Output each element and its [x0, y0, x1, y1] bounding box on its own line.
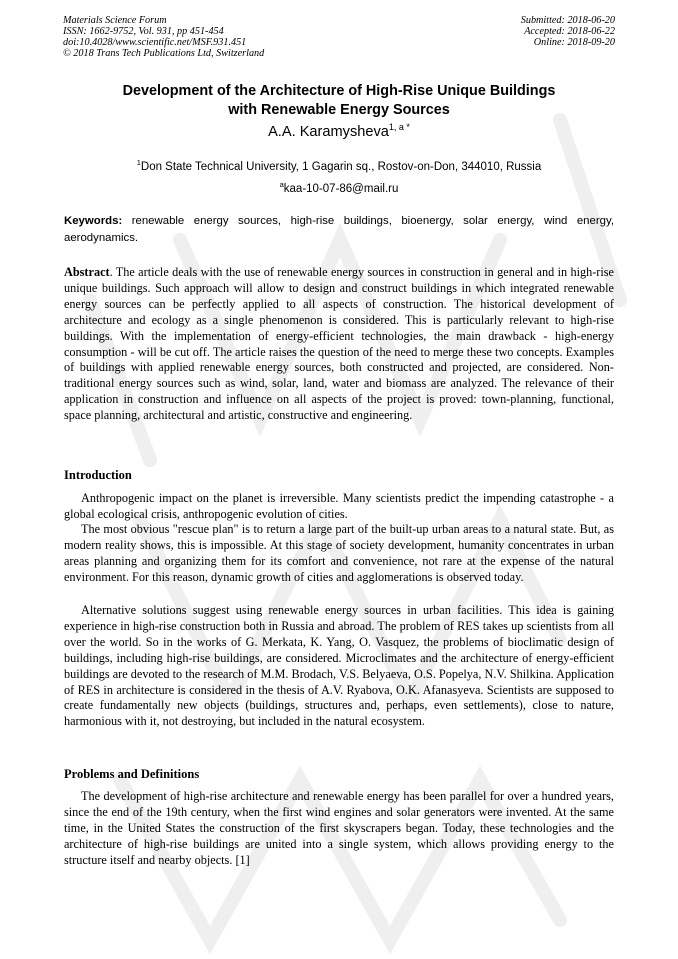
- affiliation: [64, 158, 614, 173]
- doi: doi:10.4028/www.scientific.net/MSF.931.451: [63, 36, 247, 48]
- online-date: Online: 2018-09-20: [533, 36, 615, 48]
- intro-paragraph-3: Alternative solutions suggest using renewable energy sources in urban facilities. This idea is gaining experience in high-rise construction both in Russia and abroad. The problem of RES takes up scientists from all over the world. So in the works of G. Merkata, K. Yang, O. Vasquez, the problems of bioclimatic design of buildings, including high-rise buildings, are considered. Microclimates and the architecture of energy-efficient buildings are devoted to the research of M.M. Brodach, V.S. Belyaeva, O.S. Popelya, N.V. Shilkina. Application of RES in architecture is considered in the thesis of A.V. Ryabova, O.K. Afanasyeva. Scientists are supposed to create fundamentally new objects (buildings, structures and, perhaps, even settlements), close to nature, harmonious with it, not destroying, but included in the natural ecosystem.: [64, 603, 614, 729]
- issn: ISSN: 1662-9752, Vol. 931, pp 451-454: [63, 25, 224, 37]
- keywords: [64, 213, 614, 246]
- copyright: © 2018 Trans Tech Publications Ltd, Switzerland: [63, 47, 265, 59]
- problems-paragraph-1: The development of high-rise architecture and renewable energy has been parallel for over a hundred years, since the end of the 19th century, when the first wind engines and solar generators were invented. At the same time, in the United States the construction of the first skyscrapers began. Today, these technologies and the architecture of high-rise buildings are united into a single system, which allows providing energy to the structure itself and nearby objects. [1]: [64, 789, 614, 867]
- affiliation-text: Don State Technical University, 1 Gagarin sq., Rostov-on-Don, 344010, Russia: [140, 161, 542, 173]
- title-line-1: Development of the Architecture of High-Rise Unique Buildings: [122, 83, 556, 99]
- author-name: A.A. Karamysheva: [268, 124, 389, 140]
- author-email: [64, 180, 614, 195]
- author: [64, 122, 614, 140]
- submitted-date: Submitted: 2018-06-20: [520, 15, 615, 26]
- journal-name: Materials Science Forum: [63, 15, 167, 26]
- abstract: [64, 265, 614, 424]
- accepted-date: Accepted: 2018-06-22: [524, 25, 615, 37]
- author-superscript: 1, a *: [388, 122, 410, 132]
- keywords-text: renewable energy sources, high-rise buildings, bioenergy, solar energy, wind energy, aerodynamics.: [64, 215, 614, 244]
- paper-title: [64, 82, 614, 120]
- publication-info: [63, 16, 264, 60]
- section-heading-introduction: Introduction: [64, 468, 132, 482]
- intro-paragraph-1: Anthropogenic impact on the planet is irreversible. Many scientists predict the impending catastrophe - a global ecological crisis, anthropogenic evolution of cities.: [64, 491, 614, 521]
- title-line-2: with Renewable Energy Sources: [228, 102, 450, 118]
- affiliation-superscript: 1: [136, 158, 141, 167]
- intro-paragraph-2: The most obvious "rescue plan" is to return a large part of the built-up urban areas to a natural state. But, as modern reality shows, this is impossible. At this stage of society development, humanity concentrates in urban areas planning and organizing them for its comfort and convenience, not rare at the expense of the natural environment. For this reason, dynamic growth of cities and agglomerations is observed today.: [64, 522, 614, 584]
- keywords-label: Keywords:: [64, 215, 123, 227]
- abstract-label: Abstract: [64, 265, 110, 279]
- email-text[interactable]: kaa-10-07-86@mail.ru: [283, 183, 399, 195]
- email-superscript: a: [279, 180, 284, 189]
- abstract-text: . The article deals with the use of renewable energy sources in construction in general and in high-rise unique buildings. Such approach will allow to design and construct buildings in which integrated renewable energy sources can be perfectly applied to all aspects of construction. The historical development of architecture and ecology as a single phenomenon is considered. This is particularly relevant to high-rise buildings. With the implementation of energy-efficient technologies, the main drawback - high-energy consumption - will be cut off. The article raises the question of the need to merge these two concepts. Examples of buildings with applied renewable energy sources, both constructed and projected, are considered. Non-traditional energy sources such as wind, solar, land, water and biomass are analyzed. The relevance of their application in construction and influence on all aspects of the project is proved: town-planning, functional, space planning, architectural and artistic, constructive and engineering.: [64, 265, 614, 423]
- publication-dates: [521, 16, 615, 49]
- section-heading-problems: Problems and Definitions: [64, 767, 200, 781]
